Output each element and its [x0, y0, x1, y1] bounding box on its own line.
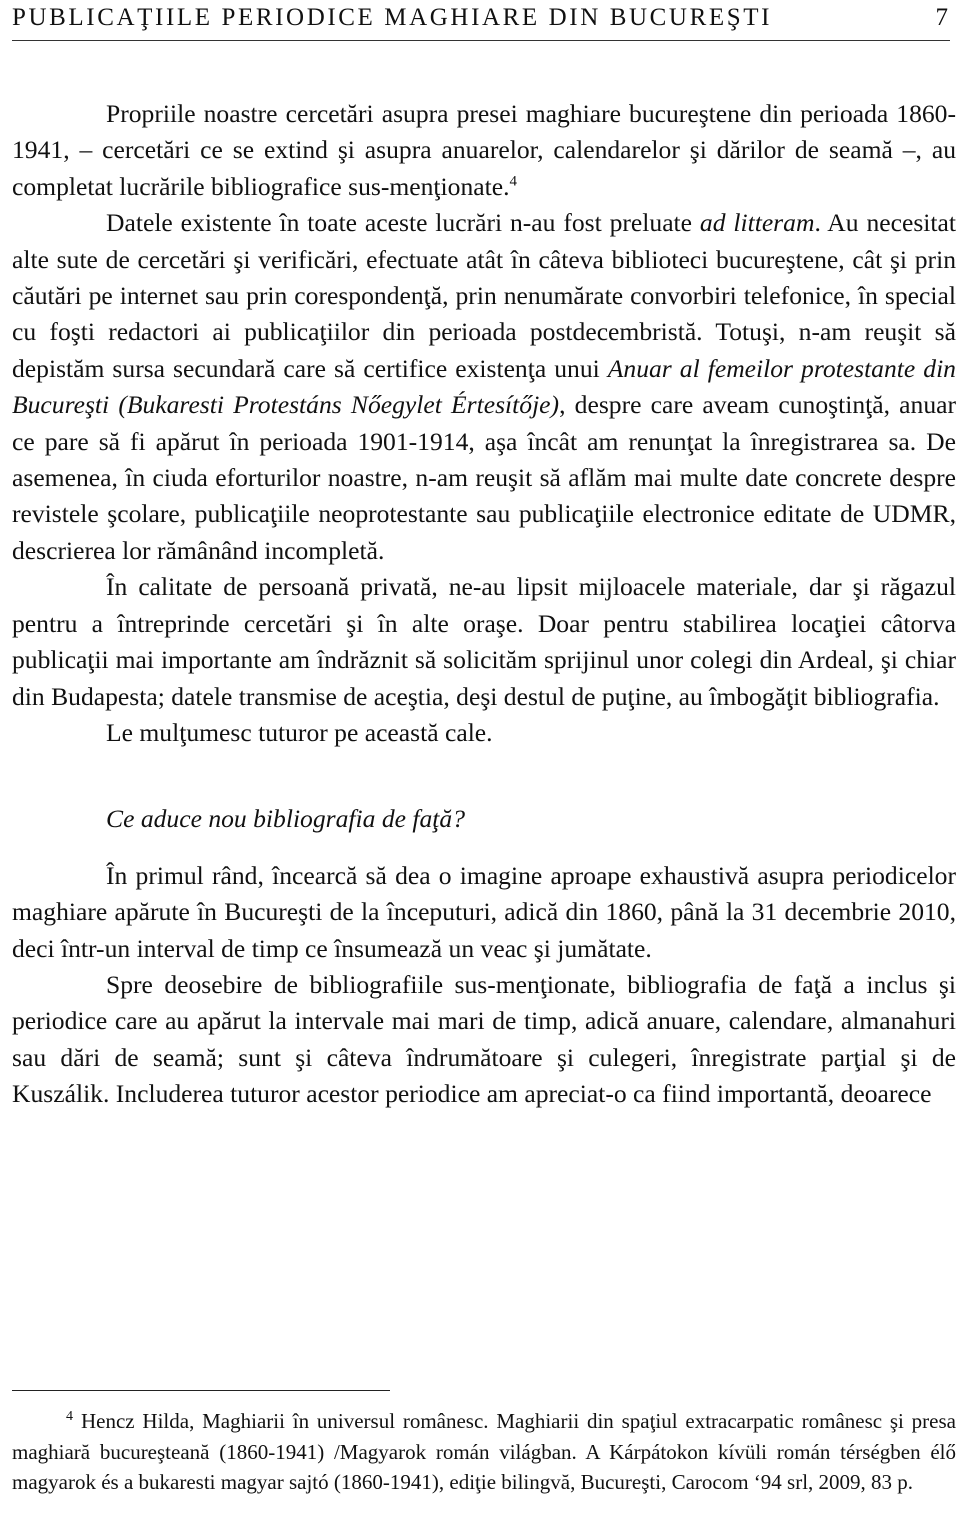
paragraph-6: Spre deosebire de bibliografiile sus-menţionate, bibliografia de faţă a inclus şi periodice care au apărut la intervale mai mari de timp, adică anuare, calendare, almanahuri sau dări de seamă; sunt şi câteva îndrumătoare şi culegeri, înregistrate parţial şi de Kuszálik. Includerea tuturor acestor periodice am apreciat-o ca fiind importantă, deoarece: [12, 969, 956, 1109]
paragraph-4: Le mulţumesc tuturor pe această cale.: [106, 717, 493, 747]
paragraph-2-italic: ad litteram: [699, 208, 815, 238]
paragraph-1: [12, 96, 956, 205]
footnote: [12, 1406, 956, 1498]
footnote-reference: 4: [509, 173, 517, 190]
footnote-mark: 4: [66, 1409, 73, 1424]
paragraph-2-text-a: Datele existente în toate aceste lucrări n-au fost preluate: [106, 208, 700, 238]
paragraph-2: [12, 205, 956, 569]
footnote-separator: [12, 1390, 390, 1391]
section-heading: Ce aduce nou bibliografia de faţă?: [106, 804, 465, 834]
paragraph-3: În calitate de persoană privată, ne-au lipsit mijloacele materiale, dar şi răgazul pentru a întreprinde cercetări şi în alte oraşe. Doar pentru stabilirea locaţiei câtorva publicaţii mai importante am îndrăznit să solicităm sprijinul unor colegi din Ardeal, şi chiar din Budapesta; datele transmise de aceştia, deşi destul de puţine, au îmbogăţit bibliografia.: [12, 572, 956, 711]
paragraph-2-italic-title: Anuar al femeilor protestante din Bucureşti (Bukaresti Protestáns Nőegylet Értesítője): [12, 353, 956, 420]
paragraph-5: În primul rând, încearcă să dea o imagine aproape exhaustivă asupra periodicelor maghiare apărute în Bucureşti de la începuturi, adică din 1860, până la 31 decembrie 2010, deci într-un interval de timp ce însumează un veac şi jumătate.: [12, 860, 956, 963]
paragraph-2-text-c: , despre care aveam cunoştinţă, anuar ce pare să fi apărut în perioada 1901-1914, aşa încât am renunţat la înregistrarea sa. De asemenea, în ciuda eforturilor noastre, n-am reuşit să aflăm mai multe date concrete despre revistele şcolare, publicaţiile neoprotestante sau publicaţiile electronice editate de UDMR, descrierea lor rămânând incompletă.: [12, 390, 956, 565]
running-title: PUBLICAŢIILE PERIODICE MAGHIARE DIN BUCUREŞTI: [12, 4, 773, 31]
running-header: [12, 0, 950, 41]
paragraph-2-text-b: . Au necesitat alte sute de cercetări şi verificări, efectuate atât în câteva biblioteci bucureştene, cât şi prin căutări pe internet sau prin corespondenţă, prin nenumărate convorbiri telefonice, în special cu foşti redactori ai publicaţiilor din perioada postdecembristă. Totuşi, n-am reuşit să depistăm sursa secundară care să certifice existenţa unui: [12, 208, 956, 383]
footnote-text: Hencz Hilda, Maghiarii în universul românesc. Maghiarii din spaţiul extracarpatic românesc şi presa maghiară bucureşteană (1860-1941) /Magyarok román világban. A Kárpátokon kívüli román térségben élő magyarok és a bukaresti magyar sajtó (1860-1941), ediţie bilingvă, Bucureşti, Carocom ‘94 srl, 2009, 83 p.: [12, 1409, 956, 1494]
page-number: 7: [935, 4, 948, 31]
paragraph-1-text: Propriile noastre cercetări asupra presei maghiare bucureştene din perioada 1860-1941, – cercetări ce se extind şi asupra anuarelor, calendarelor şi dărilor de seamă –, au completat lucrările bibliografice sus-menţionate.: [12, 99, 956, 201]
page-body: [12, 96, 956, 1113]
